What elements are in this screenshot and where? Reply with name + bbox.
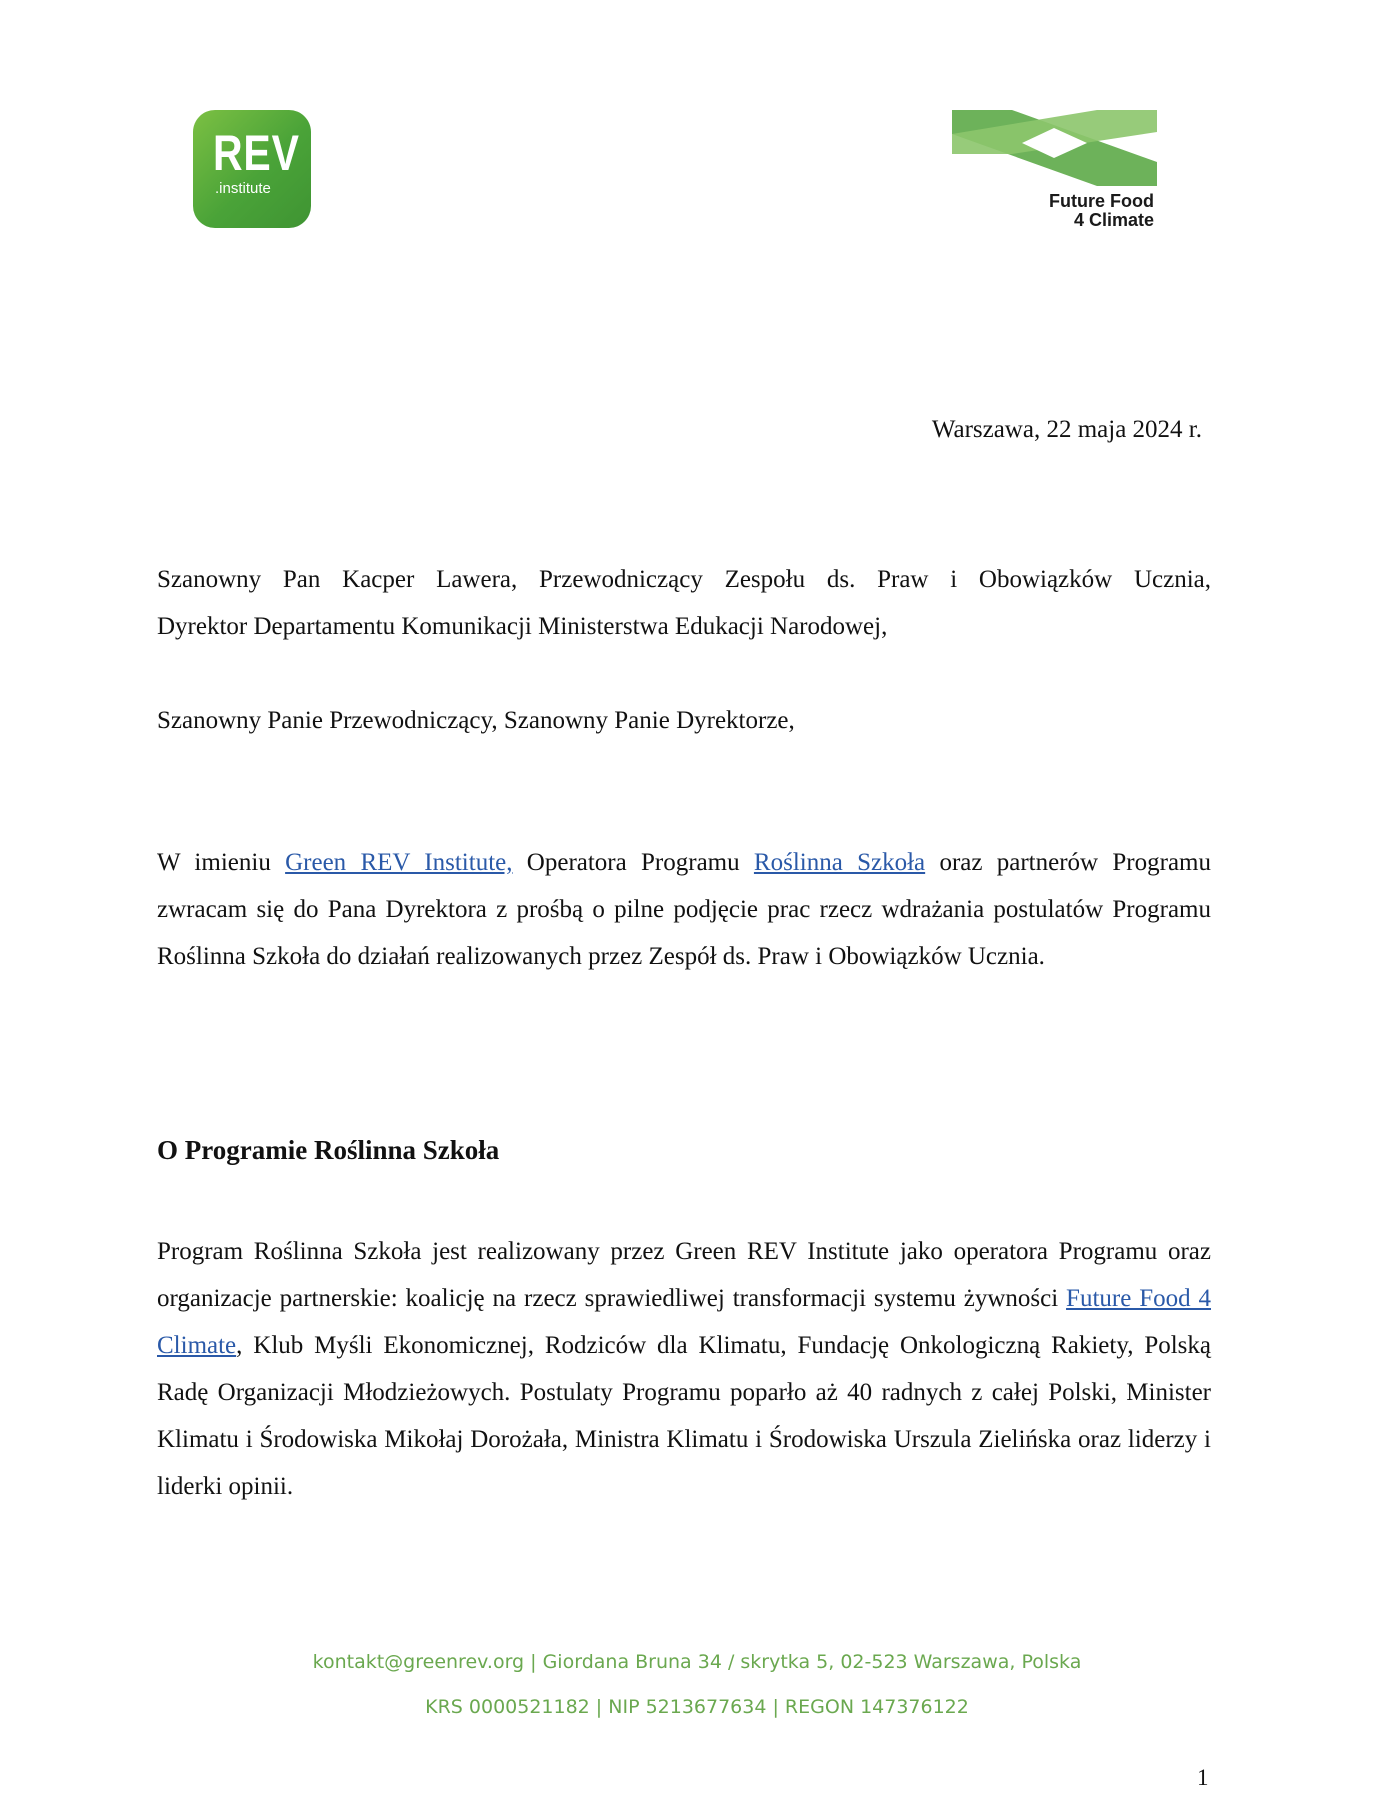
section-heading: O Programie Roślinna Szkoła [157,1135,500,1165]
footer-registry-line: KRS 0000521182 | NIP 5213677634 | REGON 147376122 [425,1696,969,1718]
footer-contact-line: kontakt@greenrev.org | Giordana Bruna 34 / skrytka 5, 02-523 Warszawa, Polska [312,1651,1082,1673]
rev-logo-text: REV [213,125,300,181]
recipient-block [157,556,1211,650]
intro-paragraph: W imieniu Green REV Institute, Operatora Programu Roślinna Szkoła oraz partnerów Programu zwracam się do Pana Dyrektora z prośbą o pilne podjęcie prac rzecz wdrażania postulatów Programu Roślinna Szkoła do działań realizowanych przez Zespół ds. Praw i Obowiązków Ucznia. [157,849,1211,970]
recipient-line-1: Szanowny Pan Kacper Lawera, Przewodniczący Zespołu ds. Praw i Obowiązków Ucznia, [157,566,1211,593]
future-food-4-climate-logo [952,110,1157,235]
program-paragraph: Program Roślinna Szkoła jest realizowany przez Green REV Institute jako operatora Programu oraz organizacje partnerskie: koalicję na rzecz sprawiedliwej transformacji systemu żywności Future Food 4 Climate, Klub Myśli Ekonomicznej, Rodziców dla Klimatu, Fundację Onkologiczną Rakiety, Polską Radę Organizacji Młodzieżowych. Postulaty Programu poparło aż 40 radnych z całej Polski, Minister Klimatu i Środowiska Mikołaj Dorożała, Ministra Klimatu i Środowiska Urszula Zielińska oraz liderzy i liderki opinii. [157,1238,1211,1500]
letter-date: Warszawa, 22 maja 2024 r. [931,416,1202,443]
ribbon-icon [952,110,1157,190]
green-rev-institute-link[interactable]: Green REV Institute, [285,849,513,876]
rev-institute-logo [193,110,311,228]
roslinna-szkola-link[interactable]: Roślinna Szkoła [753,849,926,876]
future-food-4-climate-link[interactable]: Future Food 4 Climate [157,1285,1211,1359]
rev-logo-subtext: .institute [215,180,271,197]
salutation: Szanowny Panie Przewodniczący, Szanowny Panie Dyrektorze, [157,707,795,734]
page-number: 1 [1197,1765,1209,1790]
recipient-line-2: Dyrektor Departamentu Komunikacji Ministerstwa Edukacji Narodowej, [157,613,888,640]
future-food-logo-text: Future Food 4 Climate [1049,191,1154,230]
